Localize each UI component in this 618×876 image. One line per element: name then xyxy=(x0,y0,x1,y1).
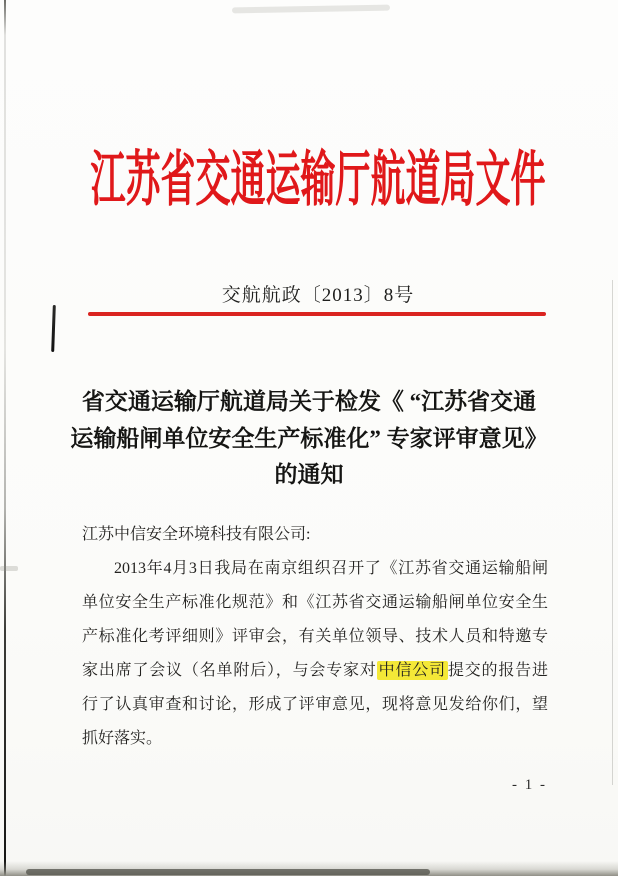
document-reference-number: 交航航政〔2013〕8号 xyxy=(221,285,415,306)
document-masthead-title: 江苏省交通运输厅航道局文件 xyxy=(90,146,546,214)
notice-title-line: 运输船闸单位安全生产标准化” 专家评审意见》 xyxy=(70,425,548,451)
body-text-segment: 提交的报告进 xyxy=(447,662,548,679)
page-number: - 1 - xyxy=(512,777,547,793)
body-line xyxy=(82,722,548,756)
body-line xyxy=(82,586,548,620)
body-line xyxy=(82,552,548,586)
body-line xyxy=(82,620,548,654)
scan-margin-smudge xyxy=(0,566,18,571)
scan-right-edge-line xyxy=(612,280,613,785)
scan-bottom-edge-bar xyxy=(26,869,430,875)
body-text-segment: 2013年4月3日我局在南京组织召开了《江苏省交通运输船闸 xyxy=(114,560,548,577)
notice-body xyxy=(82,518,548,756)
body-text-segment: 家出席了会议（名单附后），与会专家对 xyxy=(82,662,377,679)
body-line xyxy=(82,688,548,722)
notice-title xyxy=(28,384,590,494)
body-line xyxy=(82,654,548,688)
scan-left-edge-shadow xyxy=(4,0,6,876)
body-text-segment: 产标准化考评细则》评审会，有关单位领导、技术人员和特邀专 xyxy=(82,628,548,645)
body-text-segment: 行了认真审查和讨论，形成了评审意见，现将意见发给你们，望 xyxy=(82,696,548,713)
body-line xyxy=(82,518,548,552)
body-text-segment: 单位安全生产标准化规范》和《江苏省交通运输船闸单位安全生 xyxy=(82,594,548,611)
highlighted-text: 中信公司 xyxy=(378,662,446,679)
red-separator-rule xyxy=(88,312,546,316)
scan-top-smudge xyxy=(232,5,390,14)
pen-mark xyxy=(51,305,56,352)
body-text-segment: 江苏中信安全环境科技有限公司: xyxy=(82,526,311,543)
notice-title-line: 的通知 xyxy=(274,462,344,487)
body-text-segment: 抓好落实。 xyxy=(82,730,163,747)
notice-title-line: 省交通运输厅航道局关于检发《 “江苏省交通 xyxy=(81,389,537,414)
